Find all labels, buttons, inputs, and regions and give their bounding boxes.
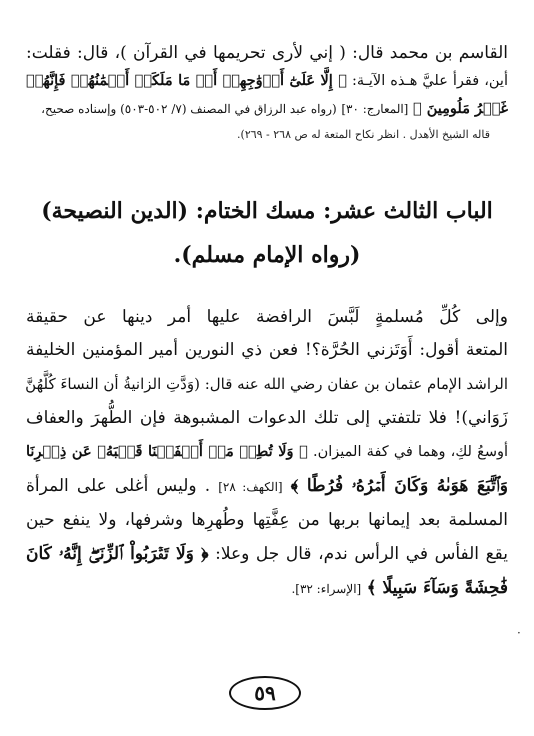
quran-verse: فَٰحِشَةً وَسَآءَ سَبِيلًا ﴾ <box>366 578 508 598</box>
heading-line: (رواه الإمام مسلم). <box>173 242 361 268</box>
text-line <box>26 304 508 330</box>
text-span: أوسعُ لكِ، وهما في كفة الميزان. <box>313 444 509 460</box>
text-span: زَوَاني)! فلا تلتفتي إلى تلك الدعوات المشبوهة فإن الطُّهرَ والعفاف <box>26 408 508 428</box>
footnote-text: (رواه عبد الرزاق في المصنف (٧/ ٥٠٢-٥٠٣) وإسناده صحيح، <box>41 102 337 116</box>
text-line <box>26 96 508 122</box>
text-line <box>26 507 508 533</box>
text-span: المسلمة بعد إيمانها بربها من عِفَّتِها وطُهرِها وشرفها، ولا ينفع حين <box>26 510 508 530</box>
footnote-text: قاله الشيخ الأهدل . انظر نكاح المتعة له ص ٢٦٨ - ٢٦٩). <box>237 128 490 141</box>
verse-reference: [الإسراء: ٣٢]. <box>291 582 362 596</box>
heading-line: الباب الثالث عشر: مسك الختام: (الدين النصيحة) <box>41 198 493 224</box>
margin-speck: · <box>517 626 521 640</box>
text-span: وإلى كُلِّ مُسلمةٍ لَبَّسَ الرافضة عليها أمر دينها عن حقيقة <box>26 307 508 327</box>
text-line <box>26 575 508 602</box>
chapter-heading <box>0 196 534 226</box>
page-number-text: ٥٩ <box>254 681 276 705</box>
text-span: أين، فقرأ عليَّ هـذه الآيـة: <box>351 73 508 89</box>
text-line <box>26 337 508 363</box>
footnote-line <box>237 127 490 143</box>
text-line <box>26 473 508 500</box>
text-span: يقع الفأس في الرأس ندم، قال جل وعلا: <box>215 544 508 564</box>
page-number <box>229 676 301 710</box>
text-span: القاسم بن محمد قال: ( إني لأرى تحريمها في القرآن )، قال: فقلت: <box>26 43 508 63</box>
quran-verse: وَٱتَّبَعَ هَوَىٰهُ وَكَانَ أَمۡرُهُۥ فُرُطًا ﴾ <box>290 476 508 496</box>
text-line <box>26 68 508 94</box>
text-span: . وليس أغلى على المرأة <box>26 476 211 496</box>
text-line <box>26 40 508 66</box>
quran-verse: ﴿ إِلَّا عَلَىٰٓ أَزۡوَٰجِهِمۡ أَوۡ مَا مَلَكَتۡ أَيۡمَٰنُهُمۡ فَإِنَّهُمۡ <box>26 72 347 89</box>
text-line <box>26 541 508 567</box>
text-span: المتعة أقول: أَوَتَزني الحُرَّة؟! فعن ذي النورين أمير المؤمنين الخليفة <box>26 340 508 360</box>
text-line <box>26 371 508 397</box>
chapter-heading-subtitle <box>0 240 534 270</box>
text-span: الراشد الإمام عثمان بن عفان رضي الله عنه قال: (وَدَّتِ الزانيةُ أن النساءَ كُلَّهُنَّ <box>25 375 508 393</box>
quran-verse: ﴿ وَلَا تَقۡرَبُواْ ٱلزِّنَىٰٓۖ إِنَّهُۥ كَانَ <box>26 544 209 564</box>
verse-reference: [الكهف: ٢٨] <box>218 480 283 494</box>
text-line <box>26 405 508 431</box>
quran-verse: غَيۡرُ مَلُومِينَ ﴾ <box>412 100 508 117</box>
quran-verse: ﴿ وَلَا تُطِعۡ مَنۡ أَغۡفَلۡنَا قَلۡبَهُۥ عَن ذِكۡرِنَا <box>26 443 308 460</box>
text-line <box>26 439 508 465</box>
verse-reference: [المعارج: ٣٠] <box>341 102 409 116</box>
